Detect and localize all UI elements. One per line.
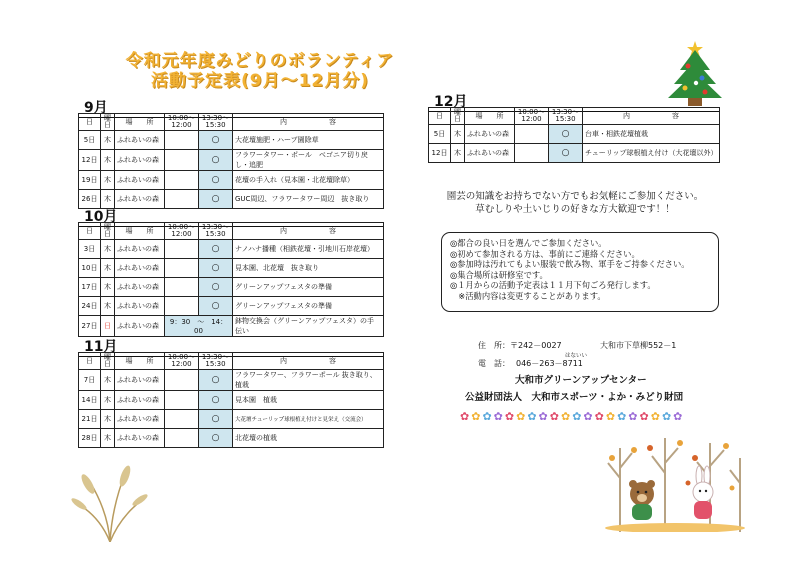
cell-pm: ○ xyxy=(199,171,233,190)
page-title: 令和元年度みどりのボランティア xyxy=(125,51,395,71)
cell-pm: ○ xyxy=(199,370,233,391)
cell-am xyxy=(515,125,549,144)
cell-weekday: 木 xyxy=(101,370,115,391)
cell-content: チューリップ球根植え付け（大花壇以外） xyxy=(583,144,720,163)
cell-am xyxy=(515,144,549,163)
flower-icon: ✿ xyxy=(605,410,618,423)
cell-pm: ○ xyxy=(199,259,233,278)
cell-am xyxy=(165,150,199,171)
cell-weekday: 木 xyxy=(101,429,115,448)
cell-weekday: 木 xyxy=(101,259,115,278)
notice-text xyxy=(420,190,730,216)
flower-icon: ✿ xyxy=(538,410,550,423)
cell-content: 大花壇施肥・ハーブ園除草 xyxy=(233,131,384,150)
cell-am xyxy=(165,391,199,410)
cell-day: 10日 xyxy=(79,259,101,278)
pampas-grass-icon xyxy=(70,462,150,542)
table-row xyxy=(79,240,384,259)
cell-place: ふれあいの森 xyxy=(115,190,165,209)
cell-place: ふれあいの森 xyxy=(115,240,165,259)
cell-weekday-sunday: 日 xyxy=(101,316,115,337)
header-am: 10:00～ 12:00 xyxy=(515,108,549,125)
info-line: ◎１月からの活動予定表は１１月下旬ごろ発行します。 xyxy=(450,280,656,290)
cell-place: ふれあいの森 xyxy=(115,429,165,448)
header-content: 内 容 xyxy=(233,114,384,131)
header-weekday: 曜日 xyxy=(451,108,465,125)
header-pm: 13:30～ 15:30 xyxy=(199,114,233,131)
cell-place: ふれあいの森 xyxy=(115,297,165,316)
cell-content: フラワータワー・ポール ベゴニア切り戻し・追肥 xyxy=(233,150,384,171)
cell-content: ナノハナ播種（相鉄花壇・引地川石岸花壇） xyxy=(233,240,384,259)
tel-label: 電 話： xyxy=(478,359,510,368)
cell-am xyxy=(165,278,199,297)
cell-weekday: 木 xyxy=(101,297,115,316)
cell-am xyxy=(165,259,199,278)
header-day: 日 xyxy=(79,114,101,131)
table-header xyxy=(79,223,384,240)
cell-content: 鉢物交換会（グリーンアップフェスタ）の手伝い xyxy=(233,316,384,337)
cell-place: ふれあいの森 xyxy=(465,125,515,144)
table-row xyxy=(79,429,384,448)
autumn-trees-illustration xyxy=(600,428,750,532)
flower-icon: ✿ xyxy=(560,410,573,423)
schedule-table-nov xyxy=(78,352,384,448)
cell-content: 大花壇チューリップ球根植え付けと見栄え（交流会） xyxy=(233,410,384,429)
flower-icon: ✿ xyxy=(628,410,640,423)
address-value: 大和市下草柳552－1 xyxy=(600,341,677,350)
cell-content: GUC周辺、フラワータワー周辺 抜き取り xyxy=(233,190,384,209)
bear-icon xyxy=(629,480,655,520)
schedule-table-sep xyxy=(78,113,384,209)
table-row xyxy=(79,410,384,429)
schedule-table-dec xyxy=(428,107,720,163)
month-label-nov: 11月 xyxy=(78,336,384,357)
cell-place: ふれあいの森 xyxy=(115,391,165,410)
cell-content: 北花壇の植栽 xyxy=(233,429,384,448)
cell-place: ふれあいの森 xyxy=(115,259,165,278)
cell-am xyxy=(165,429,199,448)
header-day: 日 xyxy=(79,353,101,370)
flower-icon: ✿ xyxy=(650,410,662,423)
flower-icon: ✿ xyxy=(661,410,674,423)
tel-ruby: はないい xyxy=(565,353,588,359)
table-header xyxy=(79,353,384,370)
info-line: ※活動内容は変更することがあります。 xyxy=(450,290,606,301)
flower-icon: ✿ xyxy=(460,410,472,423)
table-row xyxy=(79,297,384,316)
cell-place: ふれあいの森 xyxy=(115,370,165,391)
cell-day: 19日 xyxy=(79,171,101,190)
flower-icon: ✿ xyxy=(549,410,561,423)
cell-pm: ○ xyxy=(199,131,233,150)
header-am: 10:00～ 12:00 xyxy=(165,223,199,240)
cell-content: 台車・相鉄花壇植栽 xyxy=(583,125,720,144)
table-header xyxy=(79,114,384,131)
cell-pm: ○ xyxy=(199,240,233,259)
cell-day: 12日 xyxy=(429,144,451,163)
cell-am xyxy=(165,131,199,150)
cell-day: 5日 xyxy=(429,125,451,144)
cell-weekday: 木 xyxy=(101,391,115,410)
flower-icon: ✿ xyxy=(516,410,528,423)
cell-am xyxy=(165,171,199,190)
table-row xyxy=(79,278,384,297)
cell-place: ふれあいの森 xyxy=(115,131,165,150)
cell-am xyxy=(165,370,199,391)
cell-content: グリーンアップフェスタの準備 xyxy=(233,278,384,297)
header-pm: 13:30～ 15:30 xyxy=(199,353,233,370)
info-line: ◎初めて参加される方は、事前にご連絡ください。 xyxy=(450,248,640,259)
cell-day: 5日 xyxy=(79,131,101,150)
header-pm: 13:30～ 15:30 xyxy=(549,108,583,125)
header-am: 10:00～ 12:00 xyxy=(165,114,199,131)
table-row xyxy=(79,316,384,337)
flower-icon: ✿ xyxy=(673,410,685,423)
header-content: 内 容 xyxy=(583,108,720,125)
header-place: 場 所 xyxy=(115,353,165,370)
table-header xyxy=(429,108,720,125)
cell-place: ふれあいの森 xyxy=(115,316,165,337)
cell-weekday: 木 xyxy=(101,240,115,259)
flower-icon: ✿ xyxy=(471,410,483,423)
cell-pm: ○ xyxy=(199,278,233,297)
flower-icon: ✿ xyxy=(527,410,539,423)
cell-am xyxy=(165,297,199,316)
info-line: ◎集合場所は研修室です。 xyxy=(450,269,548,280)
flower-icon: ✿ xyxy=(572,410,584,423)
flower-row xyxy=(460,410,684,423)
flower-icon: ✿ xyxy=(583,410,595,423)
cell-content: 花壇の手入れ（見本園・北花壇除草） xyxy=(233,171,384,190)
table-row xyxy=(79,150,384,171)
cell-am xyxy=(165,410,199,429)
header-pm: 13:30～ 15:30 xyxy=(199,223,233,240)
cell-content: フラワータワー、フラワーポール 抜き取り、植栽 xyxy=(233,370,384,391)
cell-weekday: 木 xyxy=(101,150,115,171)
page-subtitle: 活動予定表(9月～12月分) xyxy=(150,71,370,91)
header-day: 日 xyxy=(79,223,101,240)
foundation-name: 公益財団法人 大和市スポーツ・よか・みどり財団 xyxy=(465,392,684,403)
cell-content: 見本園 植栽 xyxy=(233,391,384,410)
month-label-oct: 10月 xyxy=(78,206,384,227)
flower-icon: ✿ xyxy=(639,410,651,423)
tel-value: 046－263－8711 xyxy=(516,359,583,368)
cell-content: 見本園、北花壇 抜き取り xyxy=(233,259,384,278)
center-name: 大和市グリーンアップセンター xyxy=(515,375,647,386)
cell-weekday: 木 xyxy=(101,190,115,209)
flower-icon: ✿ xyxy=(493,410,505,423)
flower-icon: ✿ xyxy=(594,410,606,423)
table-row xyxy=(79,370,384,391)
cell-content: グリーンアップフェスタの準備 xyxy=(233,297,384,316)
month-label-dec: 12月 xyxy=(428,91,720,112)
table-row xyxy=(429,125,720,144)
header-content: 内 容 xyxy=(233,223,384,240)
cell-pm: ○ xyxy=(199,429,233,448)
cell-pm: ○ xyxy=(199,297,233,316)
header-weekday: 曜日 xyxy=(101,114,115,131)
table-row xyxy=(429,144,720,163)
cell-weekday: 木 xyxy=(101,171,115,190)
cell-day: 28日 xyxy=(79,429,101,448)
cell-weekday: 木 xyxy=(101,410,115,429)
info-line: ◎都合の良い日を選んでご参加ください。 xyxy=(450,238,607,248)
table-row xyxy=(79,131,384,150)
table-row xyxy=(79,171,384,190)
cell-day: 12日 xyxy=(79,150,101,171)
rabbit-icon xyxy=(693,466,713,519)
cell-place: ふれあいの森 xyxy=(115,278,165,297)
header-weekday: 曜日 xyxy=(101,353,115,370)
cell-day: 26日 xyxy=(79,190,101,209)
cell-pm: ○ xyxy=(549,125,583,144)
header-content: 内 容 xyxy=(233,353,384,370)
cell-day: 14日 xyxy=(79,391,101,410)
cell-day: 17日 xyxy=(79,278,101,297)
flower-icon: ✿ xyxy=(617,410,629,423)
cell-place: ふれあいの森 xyxy=(115,150,165,171)
header-place: 場 所 xyxy=(465,108,515,125)
cell-weekday: 木 xyxy=(101,278,115,297)
cell-weekday: 木 xyxy=(101,131,115,150)
header-am: 10:00～ 12:00 xyxy=(165,353,199,370)
cell-day: 24日 xyxy=(79,297,101,316)
cell-pm: ○ xyxy=(549,144,583,163)
cell-time-span: 9：30 ～ 14：00 xyxy=(165,316,233,337)
header-weekday: 曜日 xyxy=(101,223,115,240)
cell-place: ふれあいの森 xyxy=(115,171,165,190)
cell-day: 3日 xyxy=(79,240,101,259)
address-label: 住 所：〒242－0027 xyxy=(478,341,562,350)
cell-pm: ○ xyxy=(199,190,233,209)
cell-am xyxy=(165,240,199,259)
cell-day: 27日 xyxy=(79,316,101,337)
header-place: 場 所 xyxy=(115,223,165,240)
flower-icon: ✿ xyxy=(504,410,517,423)
month-label-sep: 9月 xyxy=(78,97,384,118)
schedule-table-oct xyxy=(78,222,384,337)
cell-day: 21日 xyxy=(79,410,101,429)
cell-weekday: 木 xyxy=(451,125,465,144)
header-day: 日 xyxy=(429,108,451,125)
table-row xyxy=(79,391,384,410)
cell-pm: ○ xyxy=(199,150,233,171)
cell-day: 7日 xyxy=(79,370,101,391)
cell-pm: ○ xyxy=(199,410,233,429)
cell-place: ふれあいの森 xyxy=(465,144,515,163)
notice-line: 園芸の知識をお持ちでない方でもお気軽にご参加ください。 xyxy=(446,191,704,202)
notice-line: 草むしりや土いじりの好きな方大歓迎です！！ xyxy=(475,204,675,215)
header-place: 場 所 xyxy=(115,114,165,131)
cell-place: ふれあいの森 xyxy=(115,410,165,429)
info-line: ◎参加時は汚れてもよい服装で飲み物、軍手をご持参ください。 xyxy=(450,259,690,269)
info-box xyxy=(441,232,719,312)
cell-pm: ○ xyxy=(199,391,233,410)
cell-weekday: 木 xyxy=(451,144,465,163)
table-row xyxy=(79,259,384,278)
flower-icon: ✿ xyxy=(482,410,494,423)
